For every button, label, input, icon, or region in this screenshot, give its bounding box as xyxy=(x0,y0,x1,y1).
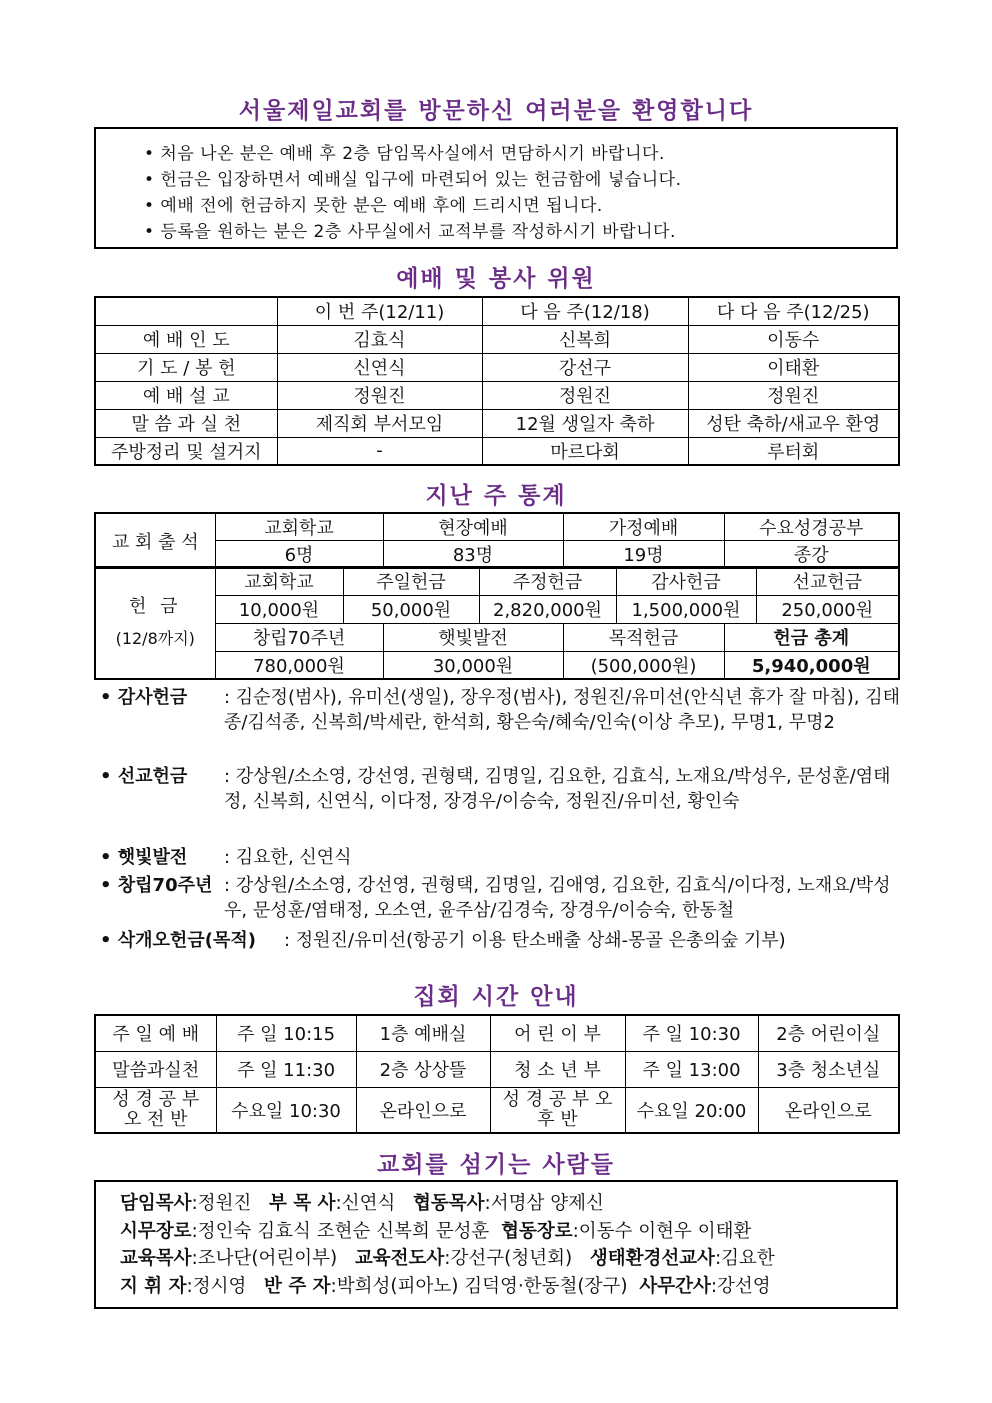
offering-header: 감사헌금 xyxy=(616,567,756,595)
meeting-name: 어 린 이 부 xyxy=(490,1015,625,1051)
offering-value: 30,000원 xyxy=(383,651,563,679)
service-cell: 이태환 xyxy=(688,353,899,381)
staff-role: 협동장로 xyxy=(501,1221,573,1242)
offering-value: 2,820,000원 xyxy=(479,595,616,623)
donor-entry-thanks xyxy=(100,685,900,761)
service-cell: 마르다회 xyxy=(482,437,688,465)
offering-value: (500,000원) xyxy=(563,651,724,679)
service-role: 말 씀 과 실 천 xyxy=(95,409,277,437)
donor-label: • 삭개오헌금(목적) xyxy=(100,930,256,951)
attendance-header: 교회학교 xyxy=(215,513,383,541)
welcome-box xyxy=(94,127,898,249)
staff-names: :강선구(청년회) xyxy=(444,1248,573,1269)
attendance-value: 6명 xyxy=(215,541,383,569)
meeting-name: 주 일 예 배 xyxy=(95,1015,216,1051)
offering-header: 창립70주년 xyxy=(215,623,383,651)
donor-entry-anniversary xyxy=(100,873,900,925)
service-cell: 강선구 xyxy=(482,353,688,381)
meeting-name: 말씀과실천 xyxy=(95,1051,216,1087)
stats-title: 지난 주 통계 xyxy=(425,483,567,509)
donor-entry-solar xyxy=(100,845,900,871)
service-cell: 정원진 xyxy=(688,381,899,409)
staff-names: :김요한 xyxy=(714,1248,775,1269)
donor-label: • 창립70주년 xyxy=(100,875,213,896)
attendance-label: 교 회 출 석 xyxy=(95,513,215,568)
donor-text: : 김순정(범사), 유미선(생일), 장우정(범사), 정원진/유미선(안식년 휴가 잘 마침), 김태종/김석종, 신복희/박세란, 한석희, 황은숙/혜숙/인숙(이상 추모), 무명1, 무명2 xyxy=(224,687,900,733)
staff-role: 시무장로 xyxy=(120,1221,192,1242)
service-role: 예 배 설 교 xyxy=(95,381,277,409)
meeting-name: 청 소 년 부 xyxy=(490,1051,625,1087)
service-role: 기 도 / 봉 헌 xyxy=(95,353,277,381)
offering-value: 780,000원 xyxy=(215,651,383,679)
attendance-header: 수요성경공부 xyxy=(724,513,899,541)
attendance-table xyxy=(94,512,900,569)
staff-names: :정인숙 김효식 조현순 신복희 문성훈 xyxy=(191,1221,490,1242)
meeting-name: 성 경 공 부 오 후 반 xyxy=(490,1087,625,1133)
staff-role: 생태환경선교사 xyxy=(589,1248,715,1269)
donor-label: • 선교헌금 xyxy=(100,766,188,787)
donor-entry-zacchaeus xyxy=(100,928,900,954)
meeting-time: 주 일 11:30 xyxy=(216,1051,356,1087)
attendance-header: 가정예배 xyxy=(563,513,724,541)
meeting-time: 주 일 10:15 xyxy=(216,1015,356,1051)
offering-header: 주정헌금 xyxy=(479,567,616,595)
service-header-cell xyxy=(95,297,277,325)
welcome-title: 서울제일교회를 방문하신 여러분을 환영합니다 xyxy=(238,98,754,124)
staff-role: 협동목사 xyxy=(413,1193,485,1214)
staff-names: :신연식 xyxy=(335,1193,396,1214)
donor-text: : 정원진/유미선(항공기 이용 탄소배출 상쇄-몽골 은총의숲 기부) xyxy=(284,930,786,951)
service-cell: 신연식 xyxy=(277,353,482,381)
welcome-item: • 헌금은 입장하면서 예배실 입구에 마련되어 있는 헌금함에 넣습니다. xyxy=(144,170,682,190)
offering-total-value: 5,940,000원 xyxy=(724,651,899,679)
offering-value: 250,000원 xyxy=(756,595,899,623)
offering-value: 1,500,000원 xyxy=(616,595,756,623)
staff-names: :서명삼 양제신 xyxy=(484,1193,604,1214)
donor-text: : 김요한, 신연식 xyxy=(224,847,352,868)
staff-role: 지 휘 자 xyxy=(120,1276,187,1297)
staff-role: 교육전도사 xyxy=(354,1248,445,1269)
staff-role: 교육목사 xyxy=(120,1248,192,1269)
service-cell: 김효식 xyxy=(277,325,482,353)
offering-label: 헌 금 xyxy=(129,596,182,617)
staff-role: 반 주 자 xyxy=(264,1276,331,1297)
offering-value: 10,000원 xyxy=(215,595,343,623)
service-table xyxy=(94,296,900,466)
meeting-name: 성 경 공 부 오 전 반 xyxy=(95,1087,216,1133)
meeting-time: 수요일 10:30 xyxy=(216,1087,356,1133)
service-cell: 신복희 xyxy=(482,325,688,353)
donor-text: : 강상원/소소영, 강선영, 권형택, 김명일, 김애영, 김요한, 김효식/이다정, 노재요/박성우, 문성훈/염태정, 오소연, 윤주삼/김경숙, 장경우/이승숙, 한동철 xyxy=(224,875,891,921)
offering-value: 50,000원 xyxy=(343,595,479,623)
offering-table xyxy=(94,566,900,680)
service-cell: - xyxy=(277,437,482,465)
attendance-header: 현장예배 xyxy=(383,513,563,541)
donor-text: : 강상원/소소영, 강선영, 권형택, 김명일, 김요한, 김효식, 노재요/박성우, 문성훈/염태정, 신복희, 신연식, 이다정, 장경우/이승숙, 정원진/유미선, 황인숙 xyxy=(224,766,891,812)
meeting-time: 수요일 20:00 xyxy=(625,1087,758,1133)
meeting-place: 1층 예배실 xyxy=(356,1015,490,1051)
service-cell: 제직회 부서모임 xyxy=(277,409,482,437)
offering-header: 주일헌금 xyxy=(343,567,479,595)
staff-role: 사무간사 xyxy=(639,1276,711,1297)
attendance-value: 종강 xyxy=(724,541,899,569)
offering-header: 선교헌금 xyxy=(756,567,899,595)
welcome-item: • 처음 나온 분은 예배 후 2층 담임목사실에서 면담하시기 바랍니다. xyxy=(144,144,665,164)
offering-header: 교회학교 xyxy=(215,567,343,595)
donor-label: • 감사헌금 xyxy=(100,687,188,708)
donor-label: • 햇빛발전 xyxy=(100,847,188,868)
meeting-place: 3층 청소년실 xyxy=(758,1051,899,1087)
staff-line xyxy=(120,1218,751,1246)
offering-period: (12/8까지) xyxy=(115,629,195,648)
offering-total-header: 헌금 총계 xyxy=(724,623,899,651)
staff-names: :강선영 xyxy=(710,1276,771,1297)
service-role: 주방정리 및 설거지 xyxy=(95,437,277,465)
meetings-table xyxy=(94,1014,900,1134)
staff-line xyxy=(120,1273,771,1301)
service-title: 예배 및 봉사 위원 xyxy=(396,266,596,292)
welcome-item: • 예배 전에 헌금하지 못한 분은 예배 후에 드리시면 됩니다. xyxy=(144,196,603,216)
offering-header: 햇빛발전 xyxy=(383,623,563,651)
meeting-place: 온라인으로 xyxy=(356,1087,490,1133)
meeting-time: 주 일 13:00 xyxy=(625,1051,758,1087)
attendance-value: 83명 xyxy=(383,541,563,569)
meeting-time: 주 일 10:30 xyxy=(625,1015,758,1051)
service-cell: 정원진 xyxy=(482,381,688,409)
meeting-place: 2층 상상뜰 xyxy=(356,1051,490,1087)
staff-line xyxy=(120,1245,775,1273)
meeting-place: 2층 어린이실 xyxy=(758,1015,899,1051)
staff-title: 교회를 섬기는 사람들 xyxy=(377,1152,615,1178)
staff-names: :정원진 xyxy=(191,1193,252,1214)
service-role: 예 배 인 도 xyxy=(95,325,277,353)
service-cell: 성탄 축하/새교우 환영 xyxy=(688,409,899,437)
meeting-place: 온라인으로 xyxy=(758,1087,899,1133)
service-cell: 이동수 xyxy=(688,325,899,353)
donor-entry-mission xyxy=(100,764,900,840)
staff-names: :정시영 xyxy=(186,1276,247,1297)
staff-names: :박희성(피아노) 김덕영·한동철(장구) xyxy=(330,1276,628,1297)
staff-role: 담임목사 xyxy=(120,1193,192,1214)
welcome-item: • 등록을 원하는 분은 2층 사무실에서 교적부를 작성하시기 바랍니다. xyxy=(144,222,676,242)
service-header-cell: 다 음 주(12/18) xyxy=(482,297,688,325)
meetings-title: 집회 시간 안내 xyxy=(413,984,579,1010)
service-cell: 12월 생일자 축하 xyxy=(482,409,688,437)
staff-names: :조나단(어린이부) xyxy=(191,1248,338,1269)
service-header-cell: 이 번 주(12/11) xyxy=(277,297,482,325)
staff-role: 부 목 사 xyxy=(269,1193,336,1214)
attendance-value: 19명 xyxy=(563,541,724,569)
offering-label-cell xyxy=(95,567,215,679)
offering-header: 목적헌금 xyxy=(563,623,724,651)
staff-line xyxy=(120,1190,604,1218)
staff-names: :이동수 이현우 이태환 xyxy=(572,1221,752,1242)
service-cell: 정원진 xyxy=(277,381,482,409)
service-header-cell: 다 다 음 주(12/25) xyxy=(688,297,899,325)
service-cell: 루터회 xyxy=(688,437,899,465)
